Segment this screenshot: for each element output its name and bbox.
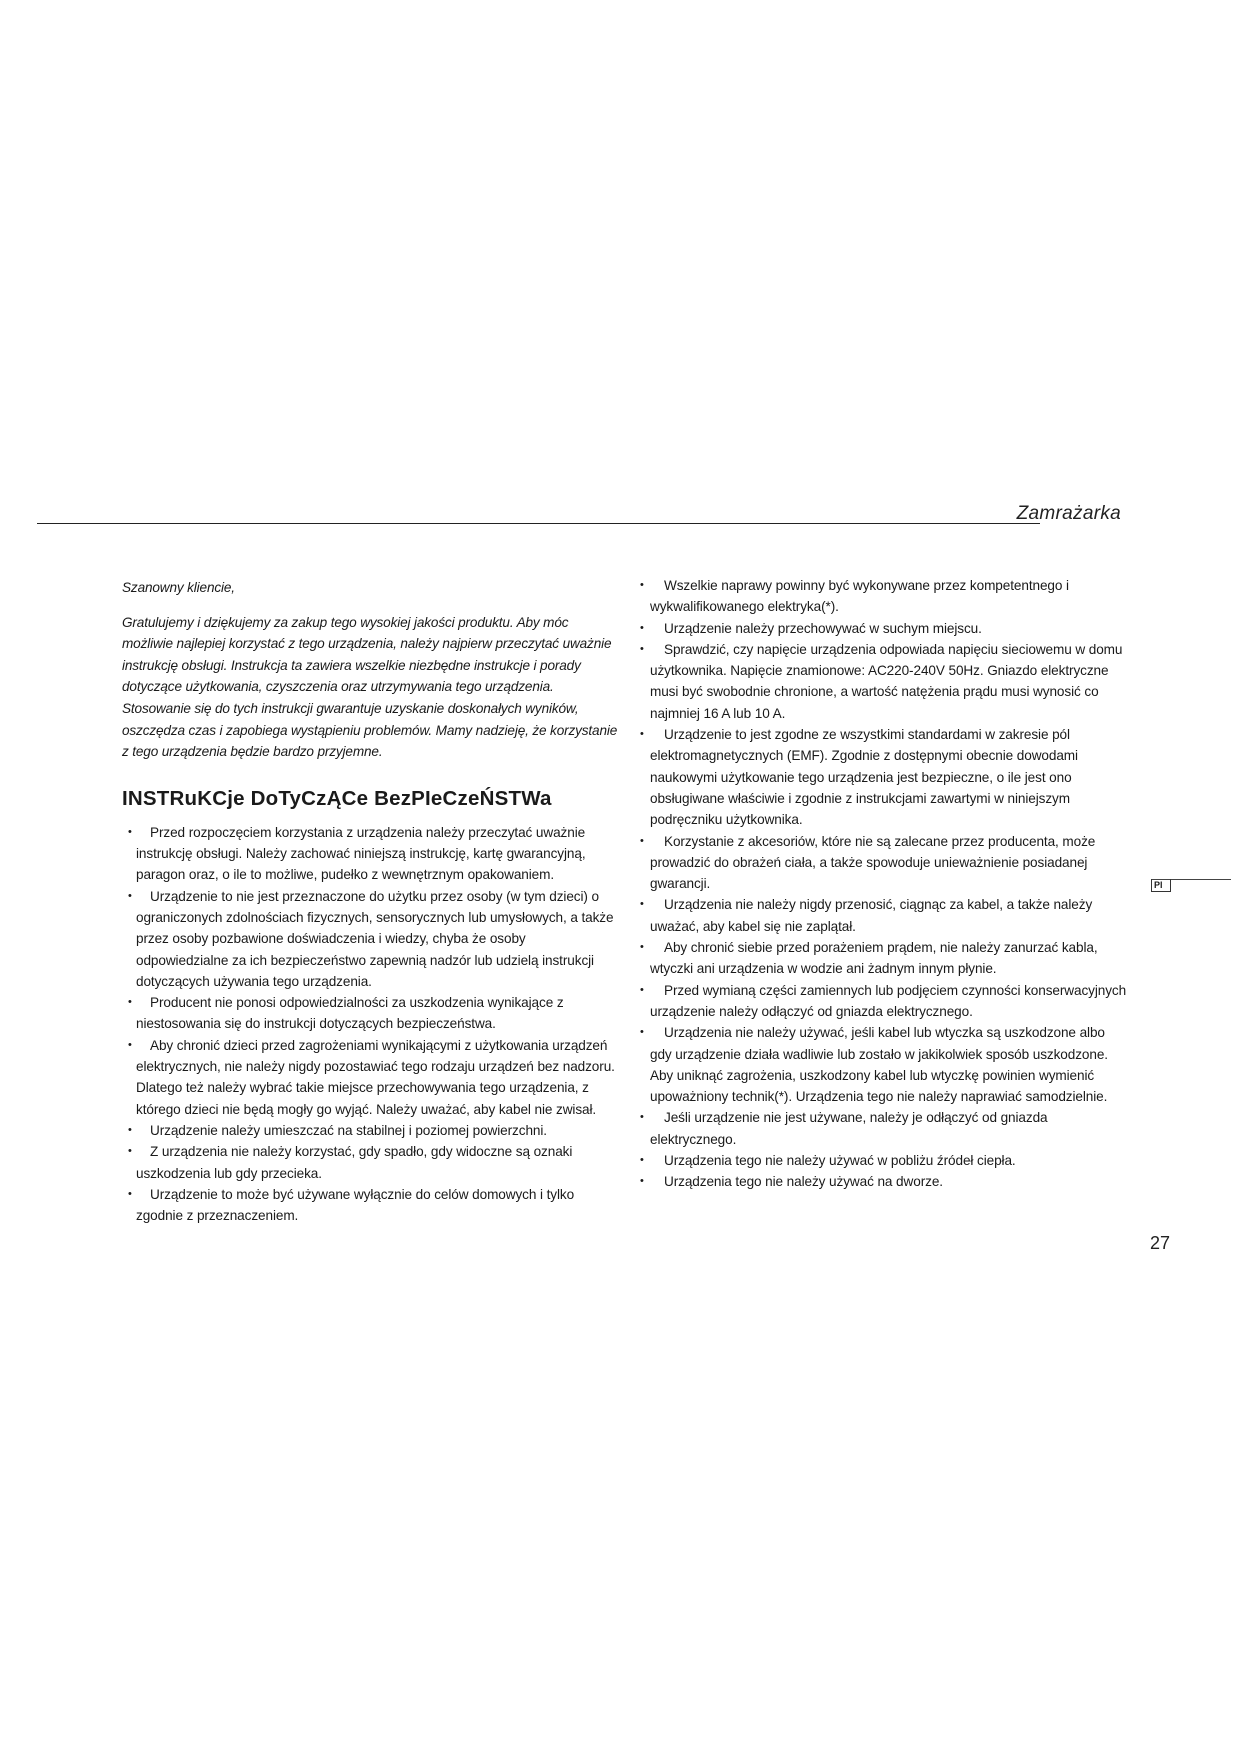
left-column bbox=[122, 577, 620, 1226]
list-item: • Przed wymianą części zamiennych lub podjęciem czynności konserwacyjnych urządzenie należy odłączyć od gniazda elektrycznego. bbox=[638, 980, 1130, 1023]
intro-text bbox=[122, 577, 620, 763]
safety-heading: INSTRuKCje DoTyCzĄCe BezPIeCzeŃSTWa bbox=[122, 786, 552, 810]
list-item: • Urządzenie należy umieszczać na stabilnej i poziomej powierzchni. bbox=[122, 1120, 620, 1141]
list-item: • Przed rozpoczęciem korzystania z urządzenia należy przeczytać uważnie instrukcję obsługi. Należy zachować niniejszą instrukcję, kartę gwarancyjną, paragon oraz, o ile to możliwe, pudełko z wewnętrznym opakowaniem. bbox=[122, 822, 620, 886]
intro-paragraph: Gratulujemy i dziękujemy za zakup tego wysokiej jakości produktu. Aby móc możliwie najlepiej korzystać z tego urządzenia, należy najpierw przeczytać uważnie instrukcję obsługi. Instrukcja ta zawiera wszelkie niezbędne instrukcje i porady dotyczące użytkowania, czyszczenia oraz utrzymywania tego urządzenia. Stosowanie się do tych instrukcji gwarantuje uzyskanie doskonałych wyników, oszczędza czas i zapobiega wystąpieniu problemów. Mamy nadzieję, że korzystanie z tego urządzenia będzie bardzo przyjemne. bbox=[122, 614, 618, 760]
page-header-title: Zamrażarka bbox=[1016, 503, 1121, 524]
list-item: • Sprawdzić, czy napięcie urządzenia odpowiada napięciu sieciowemu w domu użytkownika. Napięcie znamionowe: AC220-240V 50Hz. Gniazdo elektryczne musi być swobodnie chronione, a wartość natężenia prądu musi wynosić co najmniej 16 A lub 10 A. bbox=[638, 639, 1130, 724]
header-rule bbox=[37, 523, 1040, 524]
greeting: Szanowny kliencie, bbox=[122, 580, 235, 595]
list-item: • Producent nie ponosi odpowiedzialności za uszkodzenia wynikające z niestosowania się do instrukcji dotyczących bezpieczeństwa. bbox=[122, 992, 620, 1035]
list-item: • Urządzenia nie należy nigdy przenosić, ciągnąc za kabel, a także należy uważać, aby kabel się nie zaplątał. bbox=[638, 894, 1130, 937]
list-item: • Jeśli urządzenie nie jest używane, należy je odłączyć od gniazda elektrycznego. bbox=[638, 1107, 1130, 1150]
left-bullet-list bbox=[122, 822, 620, 1227]
list-item: • Urządzenie należy przechowywać w suchym miejscu. bbox=[638, 618, 1130, 639]
list-item: • Aby chronić dzieci przed zagrożeniami wynikającymi z użytkowania urządzeń elektrycznych, nie należy nigdy pozostawiać tego rodzaju urządzeń bez nadzoru. Dlatego też należy wybrać takie miejsce przechowywania tego urządzenia, z którego dzieci nie będą mogły go wyjąć. Należy uważać, aby kabel nie zwisał. bbox=[122, 1035, 620, 1120]
page-number: 27 bbox=[1150, 1233, 1171, 1253]
language-tab-label: Pl bbox=[1151, 879, 1171, 892]
right-column bbox=[638, 575, 1130, 1193]
list-item: • Z urządzenia nie należy korzystać, gdy spadło, gdy widoczne są oznaki uszkodzenia lub gdy przecieka. bbox=[122, 1141, 620, 1184]
list-item: • Urządzenia tego nie należy używać w pobliżu źródeł ciepła. bbox=[638, 1150, 1130, 1171]
list-item: • Urządzenie to może być używane wyłącznie do celów domowych i tylko zgodnie z przeznaczeniem. bbox=[122, 1184, 620, 1227]
list-item: • Urządzenie to jest zgodne ze wszystkimi standardami w zakresie pól elektromagnetycznych (EMF). Zgodnie z dostępnymi obecnie dowodami naukowymi użytkowanie tego urządzenia jest bezpieczne, o ile jest ono obsługiwane właściwie i zgodnie z instrukcjami zawartymi w niniejszym podręczniku użytkownika. bbox=[638, 724, 1130, 830]
list-item: • Urządzenie to nie jest przeznaczone do użytku przez osoby (w tym dzieci) o ograniczonych zdolnościach fizycznych, sensorycznych lub umysłowych, a także przez osoby pozbawione doświadczenia i wiedzy, chyba że osoby odpowiedzialne za ich bezpieczeństwo zapewnią nadzór lub udzielą instrukcji dotyczących używania tego urządzenia. bbox=[122, 886, 620, 992]
list-item: • Korzystanie z akcesoriów, które nie są zalecane przez producenta, może prowadzić do obrażeń ciała, a także spowoduje unieważnienie posiadanej gwarancji. bbox=[638, 831, 1130, 895]
list-item: • Wszelkie naprawy powinny być wykonywane przez kompetentnego i wykwalifikowanego elektryka(*). bbox=[638, 575, 1130, 618]
language-tab bbox=[1151, 877, 1231, 895]
list-item: • Aby chronić siebie przed porażeniem prądem, nie należy zanurzać kabla, wtyczki ani urządzenia w wodzie ani żadnym innym płynie. bbox=[638, 937, 1130, 980]
list-item: • Urządzenia tego nie należy używać na dworze. bbox=[638, 1171, 1130, 1192]
list-item: • Urządzenia nie należy używać, jeśli kabel lub wtyczka są uszkodzone albo gdy urządzenie działa wadliwie lub zostało w jakikolwiek sposób uszkodzone. Aby uniknąć zagrożenia, uszkodzony kabel lub wtyczkę powinien wymienić upoważniony technik(*). Urządzenia tego nie należy naprawiać samodzielnie. bbox=[638, 1022, 1130, 1107]
right-bullet-list bbox=[638, 575, 1130, 1193]
